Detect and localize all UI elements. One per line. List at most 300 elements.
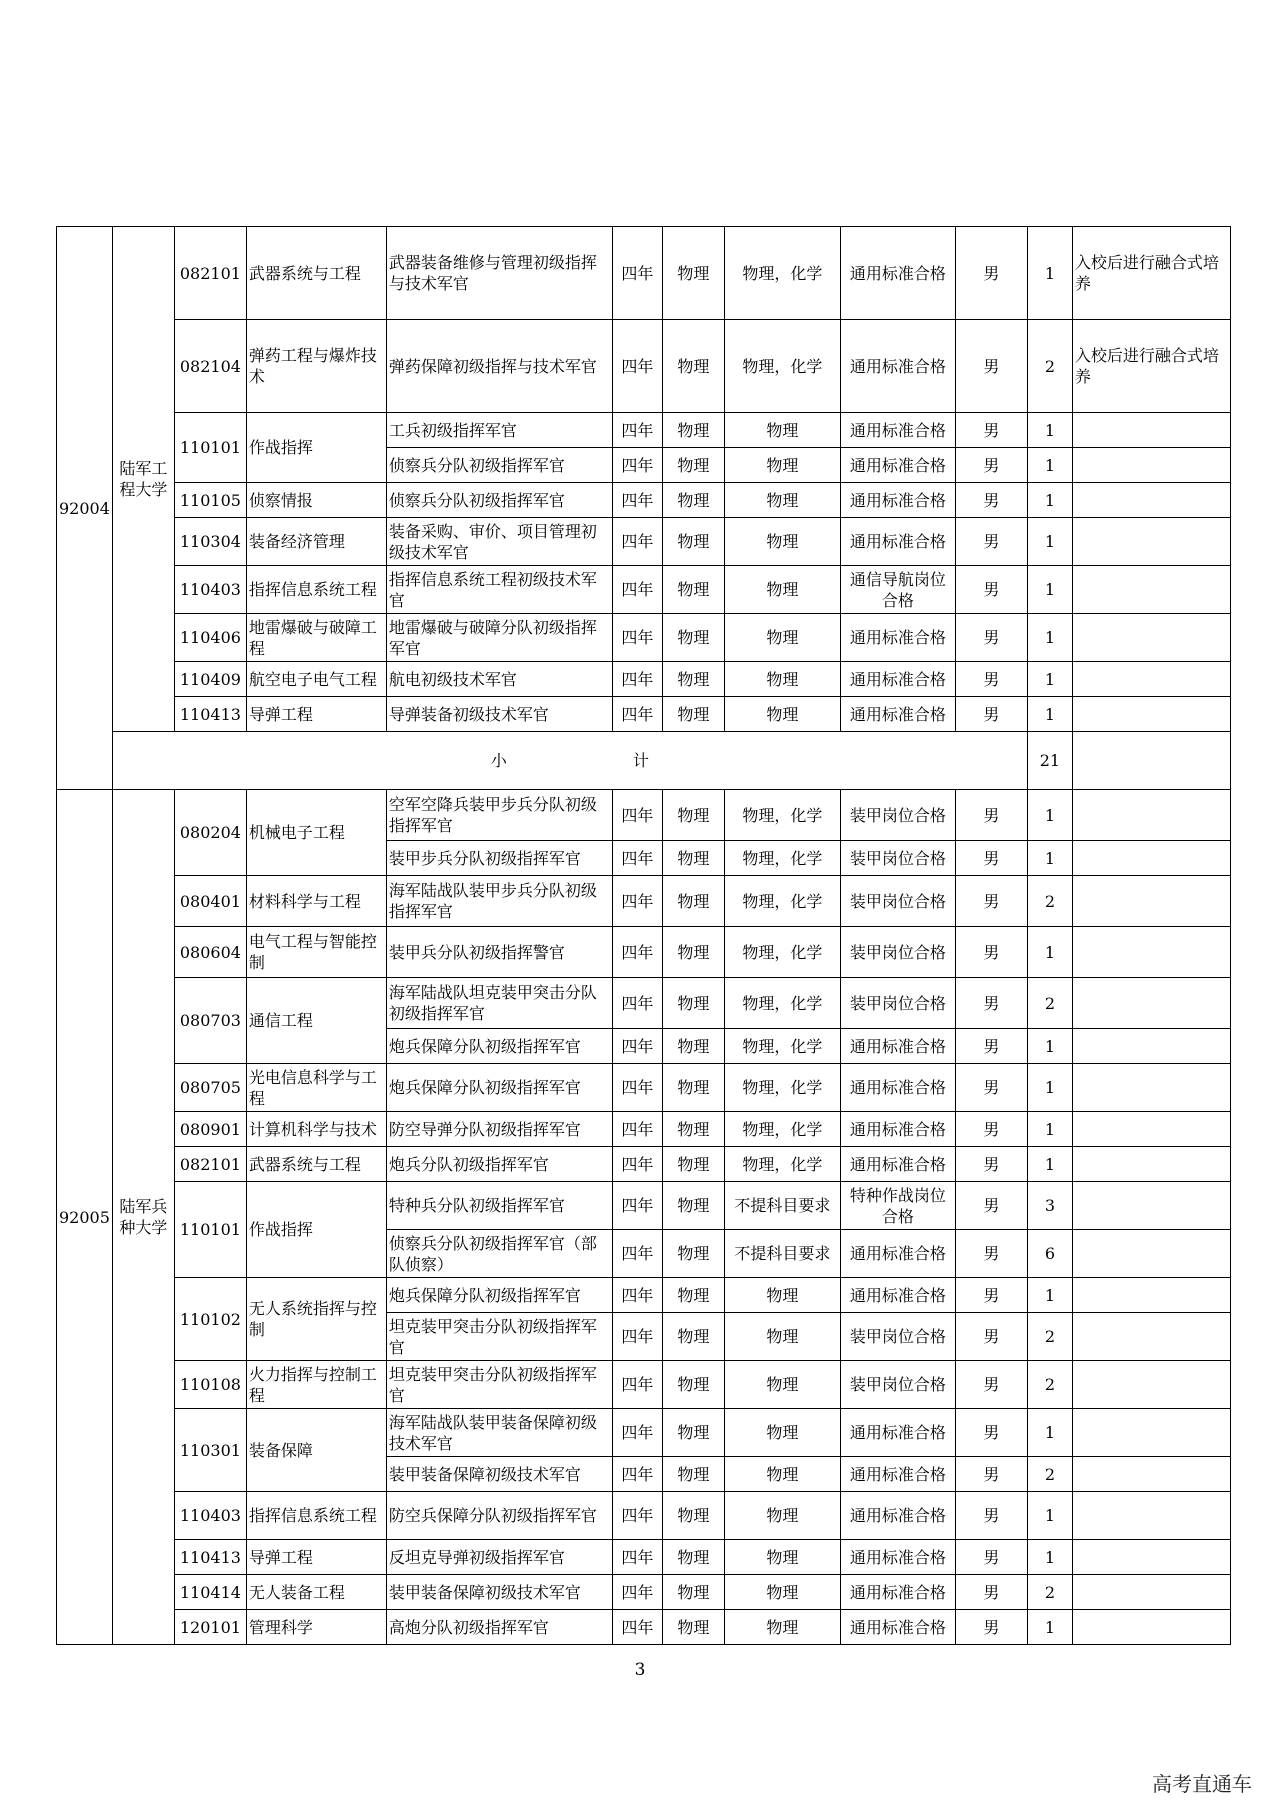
quota-cell: 1: [1027, 1540, 1072, 1575]
quota-cell: 1: [1027, 841, 1072, 876]
physical-standard-cell: 装甲岗位合格: [840, 876, 955, 927]
physical-standard-cell: 通用标准合格: [840, 483, 955, 518]
job-title-cell: 工兵初级指挥军官: [386, 413, 612, 448]
major-code-cell: 110108: [174, 1361, 246, 1409]
note-cell: [1072, 697, 1230, 732]
years-cell: 四年: [612, 566, 662, 614]
job-title-cell: 坦克装甲突击分队初级指挥军官: [386, 1361, 612, 1409]
physical-standard-cell: 通用标准合格: [840, 1029, 955, 1064]
subtotal-label-a: 小: [490, 751, 507, 770]
years-cell: 四年: [612, 876, 662, 927]
quota-cell: 2: [1027, 1457, 1072, 1492]
table-row: [57, 662, 1231, 697]
note-cell: [1072, 790, 1230, 841]
first-subject-cell: 物理: [662, 876, 724, 927]
table-row: [57, 1575, 1231, 1610]
table-row: [57, 1278, 1231, 1313]
second-subject-cell: 物理，化学: [724, 1112, 840, 1147]
first-subject-cell: 物理: [662, 662, 724, 697]
note-cell: [1072, 1278, 1230, 1313]
physical-standard-cell: 装甲岗位合格: [840, 927, 955, 978]
years-cell: 四年: [612, 413, 662, 448]
second-subject-cell: 物理: [724, 1409, 840, 1457]
note-cell: [1072, 1575, 1230, 1610]
quota-cell: 1: [1027, 697, 1072, 732]
table-row: [57, 614, 1231, 662]
note-cell: [1072, 518, 1230, 566]
job-title-cell: 航电初级技术军官: [386, 662, 612, 697]
major-name-cell: 作战指挥: [246, 1182, 386, 1278]
job-title-cell: 侦察兵分队初级指挥军官: [386, 448, 612, 483]
table-row: [57, 876, 1231, 927]
table-row: [57, 1112, 1231, 1147]
table-row: [57, 566, 1231, 614]
years-cell: 四年: [612, 1575, 662, 1610]
note-cell: [1072, 1147, 1230, 1182]
second-subject-cell: 物理: [724, 1457, 840, 1492]
note-cell: [1072, 1610, 1230, 1645]
first-subject-cell: 物理: [662, 790, 724, 841]
first-subject-cell: 物理: [662, 697, 724, 732]
second-subject-cell: 物理，化学: [724, 927, 840, 978]
physical-standard-cell: 装甲岗位合格: [840, 1313, 955, 1361]
quota-cell: 6: [1027, 1230, 1072, 1278]
note-cell: [1072, 1361, 1230, 1409]
job-title-cell: 海军陆战队装甲装备保障初级技术军官: [386, 1409, 612, 1457]
job-title-cell: 炮兵保障分队初级指挥军官: [386, 1064, 612, 1112]
gender-cell: 男: [955, 518, 1027, 566]
first-subject-cell: 物理: [662, 1313, 724, 1361]
quota-cell: 1: [1027, 1492, 1072, 1540]
years-cell: 四年: [612, 448, 662, 483]
note-cell: [1072, 876, 1230, 927]
second-subject-cell: 物理: [724, 483, 840, 518]
major-code-cell: 080705: [174, 1064, 246, 1112]
major-name-cell: 装备经济管理: [246, 518, 386, 566]
second-subject-cell: 物理，化学: [724, 320, 840, 413]
second-subject-cell: 不提科目要求: [724, 1182, 840, 1230]
gender-cell: 男: [955, 483, 1027, 518]
major-code-cell: 080204: [174, 790, 246, 876]
gender-cell: 男: [955, 1492, 1027, 1540]
note-cell: [1072, 1540, 1230, 1575]
major-code-cell: 110301: [174, 1409, 246, 1492]
years-cell: 四年: [612, 1029, 662, 1064]
gender-cell: 男: [955, 566, 1027, 614]
years-cell: 四年: [612, 662, 662, 697]
major-name-cell: 装备保障: [246, 1409, 386, 1492]
major-name-cell: 无人装备工程: [246, 1575, 386, 1610]
years-cell: 四年: [612, 614, 662, 662]
note-cell: [1072, 1029, 1230, 1064]
gender-cell: 男: [955, 1182, 1027, 1230]
job-title-cell: 弹药保障初级指挥与技术军官: [386, 320, 612, 413]
physical-standard-cell: 通用标准合格: [840, 697, 955, 732]
job-title-cell: 装备采购、审价、项目管理初级技术军官: [386, 518, 612, 566]
quota-cell: 1: [1027, 518, 1072, 566]
subtotal-row: [57, 732, 1231, 790]
job-title-cell: 装甲装备保障初级技术军官: [386, 1457, 612, 1492]
first-subject-cell: 物理: [662, 413, 724, 448]
second-subject-cell: 物理，化学: [724, 1147, 840, 1182]
major-code-cell: 082101: [174, 227, 246, 320]
first-subject-cell: 物理: [662, 1147, 724, 1182]
second-subject-cell: 物理: [724, 697, 840, 732]
table-row: [57, 927, 1231, 978]
job-title-cell: 高炮分队初级指挥军官: [386, 1610, 612, 1645]
years-cell: 四年: [612, 227, 662, 320]
second-subject-cell: 物理: [724, 566, 840, 614]
major-code-cell: 110105: [174, 483, 246, 518]
gender-cell: 男: [955, 1540, 1027, 1575]
note-cell: [1072, 662, 1230, 697]
major-code-cell: 110413: [174, 1540, 246, 1575]
table-row: [57, 1409, 1231, 1457]
note-cell: [1072, 841, 1230, 876]
major-name-cell: 导弹工程: [246, 1540, 386, 1575]
first-subject-cell: 物理: [662, 518, 724, 566]
years-cell: 四年: [612, 1112, 662, 1147]
note-cell: [1072, 1182, 1230, 1230]
gender-cell: 男: [955, 1112, 1027, 1147]
note-cell: [1072, 1409, 1230, 1457]
physical-standard-cell: 装甲岗位合格: [840, 841, 955, 876]
years-cell: 四年: [612, 1064, 662, 1112]
physical-standard-cell: 通用标准合格: [840, 1278, 955, 1313]
quota-cell: 1: [1027, 1112, 1072, 1147]
gender-cell: 男: [955, 1230, 1027, 1278]
table-row: [57, 227, 1231, 320]
physical-standard-cell: 通用标准合格: [840, 1575, 955, 1610]
subtotal-value-cell: 21: [1027, 732, 1072, 790]
watermark: 高考直通车: [1152, 1772, 1252, 1796]
physical-standard-cell: 通信导航岗位合格: [840, 566, 955, 614]
quota-cell: 2: [1027, 876, 1072, 927]
quota-cell: 1: [1027, 1278, 1072, 1313]
note-cell: [1072, 1313, 1230, 1361]
gender-cell: 男: [955, 1313, 1027, 1361]
second-subject-cell: 不提科目要求: [724, 1230, 840, 1278]
note-cell: 入校后进行融合式培养: [1072, 227, 1230, 320]
note-cell: [1072, 978, 1230, 1029]
first-subject-cell: 物理: [662, 1278, 724, 1313]
job-title-cell: 侦察兵分队初级指挥军官（部队侦察）: [386, 1230, 612, 1278]
note-cell: [1072, 566, 1230, 614]
years-cell: 四年: [612, 1540, 662, 1575]
note-cell: [1072, 927, 1230, 978]
quota-cell: 1: [1027, 448, 1072, 483]
table-row: [57, 1361, 1231, 1409]
major-code-cell: 080401: [174, 876, 246, 927]
second-subject-cell: 物理，化学: [724, 978, 840, 1029]
physical-standard-cell: 通用标准合格: [840, 448, 955, 483]
gender-cell: 男: [955, 1147, 1027, 1182]
first-subject-cell: 物理: [662, 1182, 724, 1230]
years-cell: 四年: [612, 320, 662, 413]
page-number: 3: [634, 1660, 646, 1680]
first-subject-cell: 物理: [662, 1575, 724, 1610]
gender-cell: 男: [955, 1361, 1027, 1409]
first-subject-cell: 物理: [662, 1112, 724, 1147]
table-row: [57, 413, 1231, 448]
job-title-cell: 反坦克导弹初级指挥军官: [386, 1540, 612, 1575]
physical-standard-cell: 通用标准合格: [840, 1610, 955, 1645]
major-code-cell: 110406: [174, 614, 246, 662]
physical-standard-cell: 通用标准合格: [840, 1230, 955, 1278]
major-code-cell: 110409: [174, 662, 246, 697]
second-subject-cell: 物理: [724, 1492, 840, 1540]
school-code-cell: 92004: [57, 227, 113, 790]
major-code-cell: 082101: [174, 1147, 246, 1182]
table-row: [57, 1610, 1231, 1645]
job-title-cell: 炮兵保障分队初级指挥军官: [386, 1029, 612, 1064]
school-name-cell: 陆军兵种大学: [112, 790, 174, 1645]
years-cell: 四年: [612, 697, 662, 732]
school-code-cell: 92005: [57, 790, 113, 1645]
quota-cell: 2: [1027, 1361, 1072, 1409]
quota-cell: 1: [1027, 662, 1072, 697]
first-subject-cell: 物理: [662, 1457, 724, 1492]
major-code-cell: 110413: [174, 697, 246, 732]
second-subject-cell: 物理: [724, 662, 840, 697]
quota-cell: 1: [1027, 927, 1072, 978]
years-cell: 四年: [612, 1313, 662, 1361]
major-name-cell: 地雷爆破与破障工程: [246, 614, 386, 662]
first-subject-cell: 物理: [662, 320, 724, 413]
years-cell: 四年: [612, 483, 662, 518]
gender-cell: 男: [955, 1029, 1027, 1064]
second-subject-cell: 物理: [724, 518, 840, 566]
table-row: [57, 697, 1231, 732]
table-row: [57, 518, 1231, 566]
first-subject-cell: 物理: [662, 1029, 724, 1064]
table-row: [57, 320, 1231, 413]
second-subject-cell: 物理: [724, 1540, 840, 1575]
major-name-cell: 材料科学与工程: [246, 876, 386, 927]
quota-cell: 1: [1027, 227, 1072, 320]
physical-standard-cell: 通用标准合格: [840, 1147, 955, 1182]
table-row: [57, 1182, 1231, 1230]
gender-cell: 男: [955, 697, 1027, 732]
note-cell: [1072, 483, 1230, 518]
job-title-cell: 侦察兵分队初级指挥军官: [386, 483, 612, 518]
major-code-cell: 080703: [174, 978, 246, 1064]
gender-cell: 男: [955, 1457, 1027, 1492]
physical-standard-cell: 装甲岗位合格: [840, 978, 955, 1029]
years-cell: 四年: [612, 790, 662, 841]
major-code-cell: 110101: [174, 413, 246, 483]
note-cell: [1072, 1064, 1230, 1112]
first-subject-cell: 物理: [662, 841, 724, 876]
major-code-cell: 110403: [174, 566, 246, 614]
years-cell: 四年: [612, 518, 662, 566]
second-subject-cell: 物理，化学: [724, 841, 840, 876]
gender-cell: 男: [955, 413, 1027, 448]
first-subject-cell: 物理: [662, 1361, 724, 1409]
gender-cell: 男: [955, 448, 1027, 483]
second-subject-cell: 物理: [724, 614, 840, 662]
gender-cell: 男: [955, 227, 1027, 320]
major-code-cell: 110304: [174, 518, 246, 566]
note-cell: [1072, 1492, 1230, 1540]
physical-standard-cell: 通用标准合格: [840, 320, 955, 413]
subtotal-note-cell: [1072, 732, 1230, 790]
first-subject-cell: 物理: [662, 1492, 724, 1540]
major-code-cell: 110101: [174, 1182, 246, 1278]
years-cell: 四年: [612, 1492, 662, 1540]
job-title-cell: 指挥信息系统工程初级技术军官: [386, 566, 612, 614]
second-subject-cell: 物理: [724, 1313, 840, 1361]
second-subject-cell: 物理: [724, 1575, 840, 1610]
first-subject-cell: 物理: [662, 614, 724, 662]
job-title-cell: 坦克装甲突击分队初级指挥军官: [386, 1313, 612, 1361]
quota-cell: 1: [1027, 790, 1072, 841]
major-name-cell: 通信工程: [246, 978, 386, 1064]
job-title-cell: 防空导弹分队初级指挥军官: [386, 1112, 612, 1147]
first-subject-cell: 物理: [662, 1610, 724, 1645]
note-cell: [1072, 1230, 1230, 1278]
first-subject-cell: 物理: [662, 227, 724, 320]
job-title-cell: 空军空降兵装甲步兵分队初级指挥军官: [386, 790, 612, 841]
job-title-cell: 海军陆战队装甲步兵分队初级指挥军官: [386, 876, 612, 927]
table-row: [57, 1147, 1231, 1182]
physical-standard-cell: 装甲岗位合格: [840, 790, 955, 841]
physical-standard-cell: 通用标准合格: [840, 614, 955, 662]
quota-cell: 1: [1027, 614, 1072, 662]
subtotal-label-cell: [112, 732, 1027, 790]
major-name-cell: 指挥信息系统工程: [246, 566, 386, 614]
first-subject-cell: 物理: [662, 1409, 724, 1457]
job-title-cell: 装甲步兵分队初级指挥军官: [386, 841, 612, 876]
second-subject-cell: 物理: [724, 413, 840, 448]
gender-cell: 男: [955, 614, 1027, 662]
note-cell: [1072, 614, 1230, 662]
admission-plan-table: [56, 226, 1231, 1645]
physical-standard-cell: 通用标准合格: [840, 1064, 955, 1112]
physical-standard-cell: 装甲岗位合格: [840, 1361, 955, 1409]
job-title-cell: 防空兵保障分队初级指挥军官: [386, 1492, 612, 1540]
table-row: [57, 978, 1231, 1029]
gender-cell: 男: [955, 1409, 1027, 1457]
first-subject-cell: 物理: [662, 927, 724, 978]
major-name-cell: 指挥信息系统工程: [246, 1492, 386, 1540]
second-subject-cell: 物理，化学: [724, 1029, 840, 1064]
physical-standard-cell: 通用标准合格: [840, 1409, 955, 1457]
job-title-cell: 导弹装备初级技术军官: [386, 697, 612, 732]
gender-cell: 男: [955, 1278, 1027, 1313]
major-name-cell: 作战指挥: [246, 413, 386, 483]
major-name-cell: 电气工程与智能控制: [246, 927, 386, 978]
major-name-cell: 航空电子电气工程: [246, 662, 386, 697]
table-row: [57, 483, 1231, 518]
job-title-cell: 特种兵分队初级指挥军官: [386, 1182, 612, 1230]
gender-cell: 男: [955, 1610, 1027, 1645]
major-name-cell: 武器系统与工程: [246, 227, 386, 320]
major-code-cell: 110102: [174, 1278, 246, 1361]
second-subject-cell: 物理，化学: [724, 1064, 840, 1112]
first-subject-cell: 物理: [662, 1540, 724, 1575]
note-cell: [1072, 448, 1230, 483]
second-subject-cell: 物理: [724, 1278, 840, 1313]
job-title-cell: 装甲装备保障初级技术军官: [386, 1575, 612, 1610]
gender-cell: 男: [955, 978, 1027, 1029]
major-code-cell: 110414: [174, 1575, 246, 1610]
years-cell: 四年: [612, 1182, 662, 1230]
years-cell: 四年: [612, 1278, 662, 1313]
physical-standard-cell: 通用标准合格: [840, 1112, 955, 1147]
first-subject-cell: 物理: [662, 978, 724, 1029]
physical-standard-cell: 通用标准合格: [840, 1492, 955, 1540]
years-cell: 四年: [612, 1610, 662, 1645]
quota-cell: 1: [1027, 413, 1072, 448]
gender-cell: 男: [955, 927, 1027, 978]
note-cell: [1072, 413, 1230, 448]
major-code-cell: 082104: [174, 320, 246, 413]
first-subject-cell: 物理: [662, 483, 724, 518]
years-cell: 四年: [612, 927, 662, 978]
job-title-cell: 炮兵保障分队初级指挥军官: [386, 1278, 612, 1313]
table-row: [57, 1492, 1231, 1540]
quota-cell: 1: [1027, 483, 1072, 518]
major-code-cell: 120101: [174, 1610, 246, 1645]
physical-standard-cell: 通用标准合格: [840, 227, 955, 320]
quota-cell: 2: [1027, 1575, 1072, 1610]
quota-cell: 1: [1027, 1409, 1072, 1457]
job-title-cell: 装甲兵分队初级指挥警官: [386, 927, 612, 978]
physical-standard-cell: 通用标准合格: [840, 662, 955, 697]
second-subject-cell: 物理: [724, 448, 840, 483]
school-name-cell: 陆军工程大学: [112, 227, 174, 732]
years-cell: 四年: [612, 1361, 662, 1409]
major-name-cell: 机械电子工程: [246, 790, 386, 876]
quota-cell: 1: [1027, 1147, 1072, 1182]
quota-cell: 1: [1027, 1610, 1072, 1645]
quota-cell: 2: [1027, 1313, 1072, 1361]
gender-cell: 男: [955, 662, 1027, 697]
second-subject-cell: 物理，化学: [724, 876, 840, 927]
first-subject-cell: 物理: [662, 566, 724, 614]
years-cell: 四年: [612, 1147, 662, 1182]
table-row: [57, 790, 1231, 841]
second-subject-cell: 物理，化学: [724, 790, 840, 841]
major-name-cell: 无人系统指挥与控制: [246, 1278, 386, 1361]
second-subject-cell: 物理: [724, 1610, 840, 1645]
major-name-cell: 武器系统与工程: [246, 1147, 386, 1182]
quota-cell: 1: [1027, 566, 1072, 614]
major-name-cell: 弹药工程与爆炸技术: [246, 320, 386, 413]
job-title-cell: 海军陆战队坦克装甲突击分队初级指挥军官: [386, 978, 612, 1029]
major-name-cell: 侦察情报: [246, 483, 386, 518]
years-cell: 四年: [612, 1409, 662, 1457]
first-subject-cell: 物理: [662, 1230, 724, 1278]
quota-cell: 3: [1027, 1182, 1072, 1230]
first-subject-cell: 物理: [662, 448, 724, 483]
table-row: [57, 1064, 1231, 1112]
years-cell: 四年: [612, 1457, 662, 1492]
major-name-cell: 导弹工程: [246, 697, 386, 732]
physical-standard-cell: 通用标准合格: [840, 1457, 955, 1492]
second-subject-cell: 物理，化学: [724, 227, 840, 320]
quota-cell: 2: [1027, 320, 1072, 413]
table-row: [57, 1540, 1231, 1575]
physical-standard-cell: 通用标准合格: [840, 413, 955, 448]
note-cell: [1072, 1112, 1230, 1147]
major-name-cell: 火力指挥与控制工程: [246, 1361, 386, 1409]
major-name-cell: 计算机科学与技术: [246, 1112, 386, 1147]
years-cell: 四年: [612, 841, 662, 876]
major-code-cell: 080901: [174, 1112, 246, 1147]
quota-cell: 1: [1027, 1029, 1072, 1064]
